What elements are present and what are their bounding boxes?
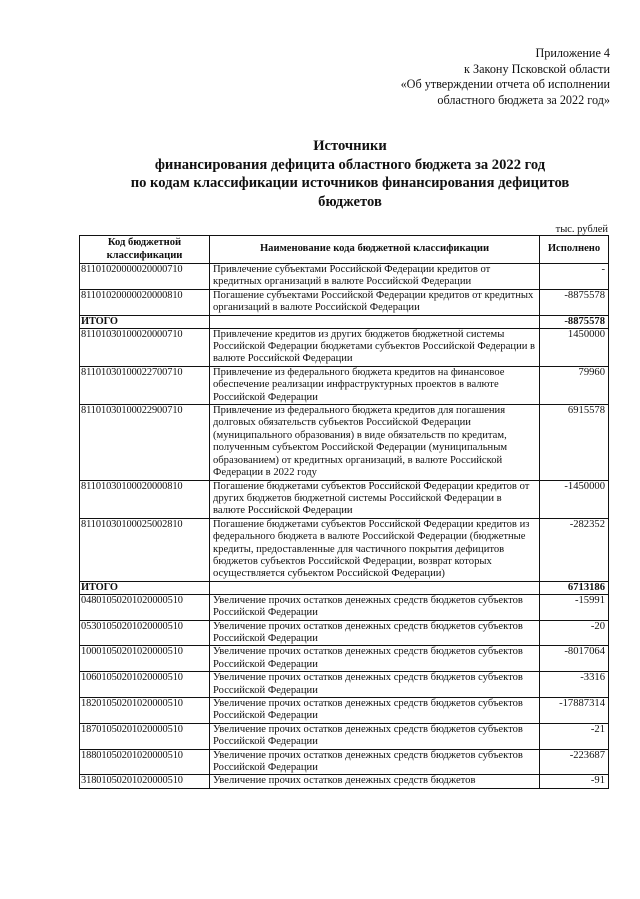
table-header-row bbox=[80, 236, 609, 264]
cell-amount: -282352 bbox=[540, 518, 609, 581]
cell-amount: -8017064 bbox=[540, 646, 609, 672]
cell-name: Увеличение прочих остатков денежных средств бюджетов субъектов Российской Федерации bbox=[210, 698, 540, 724]
cell-amount: -1450000 bbox=[540, 480, 609, 518]
cell-amount: -223687 bbox=[540, 749, 609, 775]
header-name: Наименование кода бюджетной классификации bbox=[210, 236, 540, 264]
cell-code: 05301050201020000510 bbox=[80, 620, 210, 646]
table-row bbox=[80, 646, 609, 672]
table-row bbox=[80, 672, 609, 698]
cell-name: Увеличение прочих остатков денежных средств бюджетов субъектов Российской Федерации bbox=[210, 646, 540, 672]
cell-name: Увеличение прочих остатков денежных средств бюджетов субъектов Российской Федерации bbox=[210, 749, 540, 775]
table-row bbox=[80, 405, 609, 480]
cell-amount: -3316 bbox=[540, 672, 609, 698]
cell-name: Привлечение кредитов из других бюджетов бюджетной системы Российской Федерации бюджетами субъектов Российской Федерации в валюте Российской Федерации bbox=[210, 328, 540, 366]
cell-code: 10601050201020000510 bbox=[80, 672, 210, 698]
appendix-line-1: Приложение 4 bbox=[535, 46, 610, 60]
cell-name: Увеличение прочих остатков денежных средств бюджетов субъектов Российской Федерации bbox=[210, 594, 540, 620]
cell-name: Увеличение прочих остатков денежных средств бюджетов субъектов Российской Федерации bbox=[210, 723, 540, 749]
cell-name: Увеличение прочих остатков денежных средств бюджетов субъектов Российской Федерации bbox=[210, 620, 540, 646]
cell-name: Привлечение из федерального бюджета кредитов для погашения долговых обязательств субъектов Российской Федерации (муниципального образования) в виде обязательств по кредитам, полученным субъектом Российской Федерации (муниципальным образованием) от кредитных организаций, в валюте Российской Федерации в 2022 году bbox=[210, 405, 540, 480]
cell-amount: -91 bbox=[540, 775, 609, 788]
cell-amount: 79960 bbox=[540, 366, 609, 404]
cell-amount: - bbox=[540, 264, 609, 290]
document-title bbox=[80, 137, 620, 211]
cell-name: Погашение бюджетами субъектов Российской Федерации кредитов от других бюджетов бюджетной системы Российской Федерации в валюте Российской Федерации bbox=[210, 480, 540, 518]
table-row bbox=[80, 723, 609, 749]
appendix-line-3: «Об утверждении отчета об исполнении bbox=[400, 77, 610, 91]
table-row bbox=[80, 620, 609, 646]
cell-amount: -15991 bbox=[540, 594, 609, 620]
cell-code: 81101030100022900710 bbox=[80, 405, 210, 480]
header-code: Код бюджетной классификации bbox=[80, 236, 210, 264]
table-row bbox=[80, 264, 609, 290]
title-line-1: Источники bbox=[313, 138, 387, 154]
cell-name: Привлечение субъектами Российской Федерации кредитов от кредитных организаций в валюте Российской Федерации bbox=[210, 264, 540, 290]
cell-code: 18801050201020000510 bbox=[80, 749, 210, 775]
title-line-2: финансирования дефицита областного бюджета за 2022 год bbox=[154, 156, 546, 173]
cell-amount: -8875578 bbox=[540, 315, 609, 328]
cell-code: 10001050201020000510 bbox=[80, 646, 210, 672]
cell-code: 04801050201020000510 bbox=[80, 594, 210, 620]
title-line-3: по кодам классификации источников финансирования дефицитов bbox=[130, 175, 570, 191]
table-row bbox=[80, 328, 609, 366]
cell-amount: 1450000 bbox=[540, 328, 609, 366]
appendix-note bbox=[401, 46, 610, 108]
table-row bbox=[80, 775, 609, 788]
cell-code: 81101030100022700710 bbox=[80, 366, 210, 404]
cell-amount: -17887314 bbox=[540, 698, 609, 724]
title-line-4: бюджетов bbox=[318, 193, 382, 210]
table-row bbox=[80, 749, 609, 775]
total-row bbox=[80, 581, 609, 594]
cell-name: Привлечение из федерального бюджета кредитов на финансовое обеспечение реализации инфраструктурных проектов в валюте Российской Федерации bbox=[210, 366, 540, 404]
cell-code: 81101030100020000710 bbox=[80, 328, 210, 366]
cell-code: 31801050201020000510 bbox=[80, 775, 210, 788]
cell-name: Погашение бюджетами субъектов Российской Федерации кредитов из федерального бюджета в валюте Российской Федерации (бюджетные кредиты, предоставленные для частичного покрытия дефицитов бюджетов субъектов Российской Федерации, возврат которых осуществляется субъектом Российской Федерации) bbox=[210, 518, 540, 581]
header-amount: Исполнено bbox=[540, 236, 609, 264]
table-body bbox=[80, 264, 609, 789]
cell-name bbox=[210, 581, 540, 594]
units-label: тыс. рублей bbox=[555, 224, 608, 235]
cell-amount: -20 bbox=[540, 620, 609, 646]
table-row bbox=[80, 289, 609, 315]
cell-amount: 6713186 bbox=[540, 581, 609, 594]
cell-code: 81101030100020000810 bbox=[80, 480, 210, 518]
cell-name bbox=[210, 315, 540, 328]
table-row bbox=[80, 366, 609, 404]
sources-table bbox=[79, 235, 609, 789]
cell-amount: -8875578 bbox=[540, 289, 609, 315]
appendix-line-2: к Закону Псковской области bbox=[464, 61, 610, 76]
total-row bbox=[80, 315, 609, 328]
table-row bbox=[80, 480, 609, 518]
cell-code: ИТОГО bbox=[80, 315, 210, 328]
table-row bbox=[80, 518, 609, 581]
appendix-line-4: областного бюджета за 2022 год» bbox=[437, 92, 610, 107]
cell-code: 81101030100025002810 bbox=[80, 518, 210, 581]
table-row bbox=[80, 594, 609, 620]
cell-code: ИТОГО bbox=[80, 581, 210, 594]
cell-name: Увеличение прочих остатков денежных средств бюджетов bbox=[210, 775, 540, 788]
cell-code: 81101020000020000710 bbox=[80, 264, 210, 290]
cell-code: 18201050201020000510 bbox=[80, 698, 210, 724]
cell-amount: 6915578 bbox=[540, 405, 609, 480]
cell-code: 18701050201020000510 bbox=[80, 723, 210, 749]
cell-name: Увеличение прочих остатков денежных средств бюджетов субъектов Российской Федерации bbox=[210, 672, 540, 698]
cell-amount: -21 bbox=[540, 723, 609, 749]
table-row bbox=[80, 698, 609, 724]
cell-name: Погашение субъектами Российской Федерации кредитов от кредитных организаций в валюте Российской Федерации bbox=[210, 289, 540, 315]
cell-code: 81101020000020000810 bbox=[80, 289, 210, 315]
